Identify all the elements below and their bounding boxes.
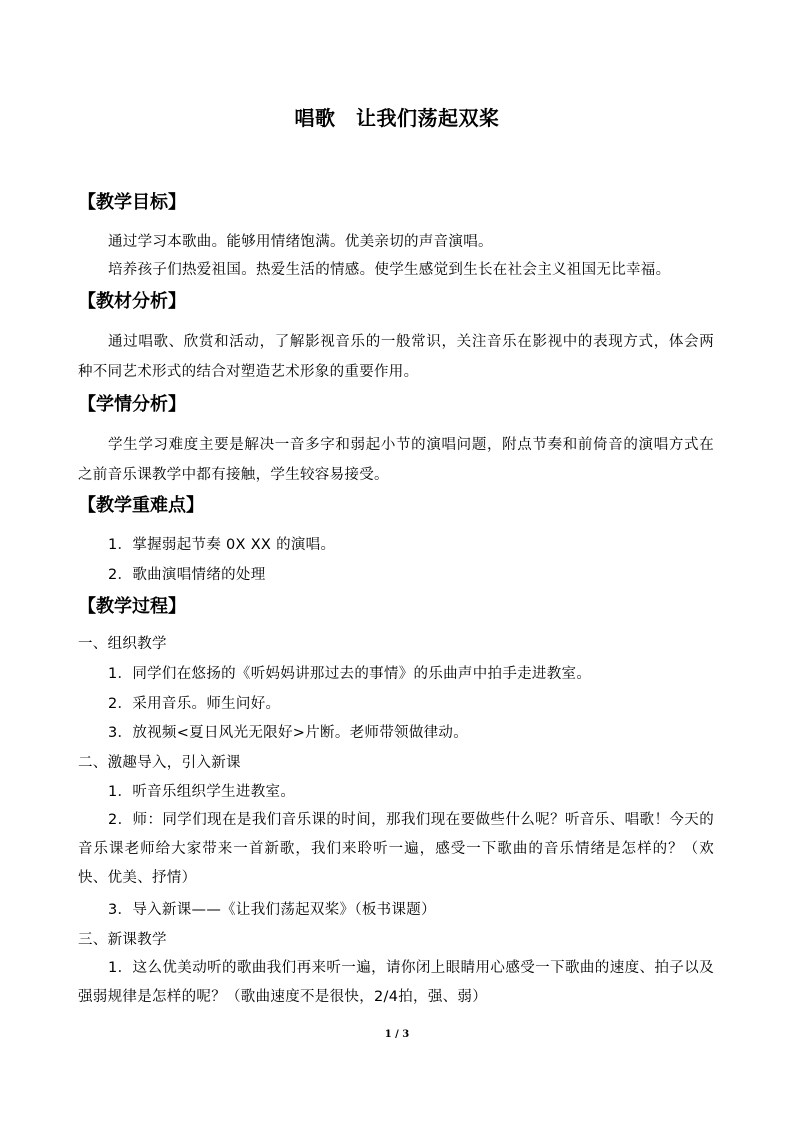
page-title: 唱歌 让我们荡起双桨 (294, 106, 500, 130)
process-part1-item-2: 2．采用音乐。师生问好。 (108, 696, 281, 712)
section-heading-goals: 【教学目标】 (78, 192, 186, 213)
section-heading-process: 【教学过程】 (78, 596, 186, 617)
section-heading-material: 【教材分析】 (78, 291, 186, 312)
key-point-1: 1．掌握弱起节奏 0X XX 的演唱。 (108, 537, 336, 553)
key-point-2: 2．歌曲演唱情绪的处理 (108, 567, 266, 583)
process-part3-item-1: 1．这么优美动听的歌曲我们再来听一遍，请你闭上眼睛用心感受一下歌曲的速度、拍子以及强弱规律是怎样的呢？（歌曲速度不是很快，2/4拍，强、弱） (78, 960, 714, 1005)
process-part2-item-3: 3．导入新课——《让我们荡起双桨》（板书课题） (108, 902, 436, 918)
material-paragraph: 通过唱歌、欣赏和活动，了解影视音乐的一般常识，关注音乐在影视中的表现方式，体会两种不同艺术形式的结合对塑造艺术形象的重要作用。 (78, 334, 714, 380)
process-part2-title: 二、激趣导入，引入新课 (78, 755, 241, 771)
page-number: 1 / 3 (384, 1029, 410, 1040)
students-paragraph: 学生学习难度主要是解决一音多字和弱起小节的演唱问题，附点节奏和前倚音的演唱方式在之前音乐课教学中都有接触，学生较容易接受。 (78, 437, 714, 483)
section-heading-students: 【学情分析】 (78, 394, 186, 415)
section-heading-key-points: 【教学重难点】 (78, 495, 204, 516)
goals-line-1: 通过学习本歌曲。能够用情绪饱满。优美亲切的声音演唱。 (108, 234, 493, 250)
process-part3-title: 三、新课教学 (78, 932, 167, 948)
process-part2-item-2: 2．师：同学们现在是我们音乐课的时间，那我们现在要做些什么呢？听音乐、唱歌！今天的音乐课老师给大家带来一首新歌，我们来聆听一遍，感受一下歌曲的音乐情绪是怎样的？（欢快、优美、抒情） (78, 812, 714, 886)
process-part1-item-1: 1．同学们在悠扬的《听妈妈讲那过去的事情》的乐曲声中拍手走进教室。 (108, 666, 592, 682)
process-part1-title: 一、组织教学 (78, 636, 167, 652)
process-part1-item-3: 3．放视频<夏日风光无限好>片断。老师带领做律动。 (108, 725, 469, 741)
process-part2-item-1: 1．听音乐组织学生进教室。 (108, 784, 296, 800)
goals-line-2: 培养孩子们热爱祖国。热爱生活的情感。使学生感觉到生长在社会主义祖国无比幸福。 (108, 262, 671, 278)
